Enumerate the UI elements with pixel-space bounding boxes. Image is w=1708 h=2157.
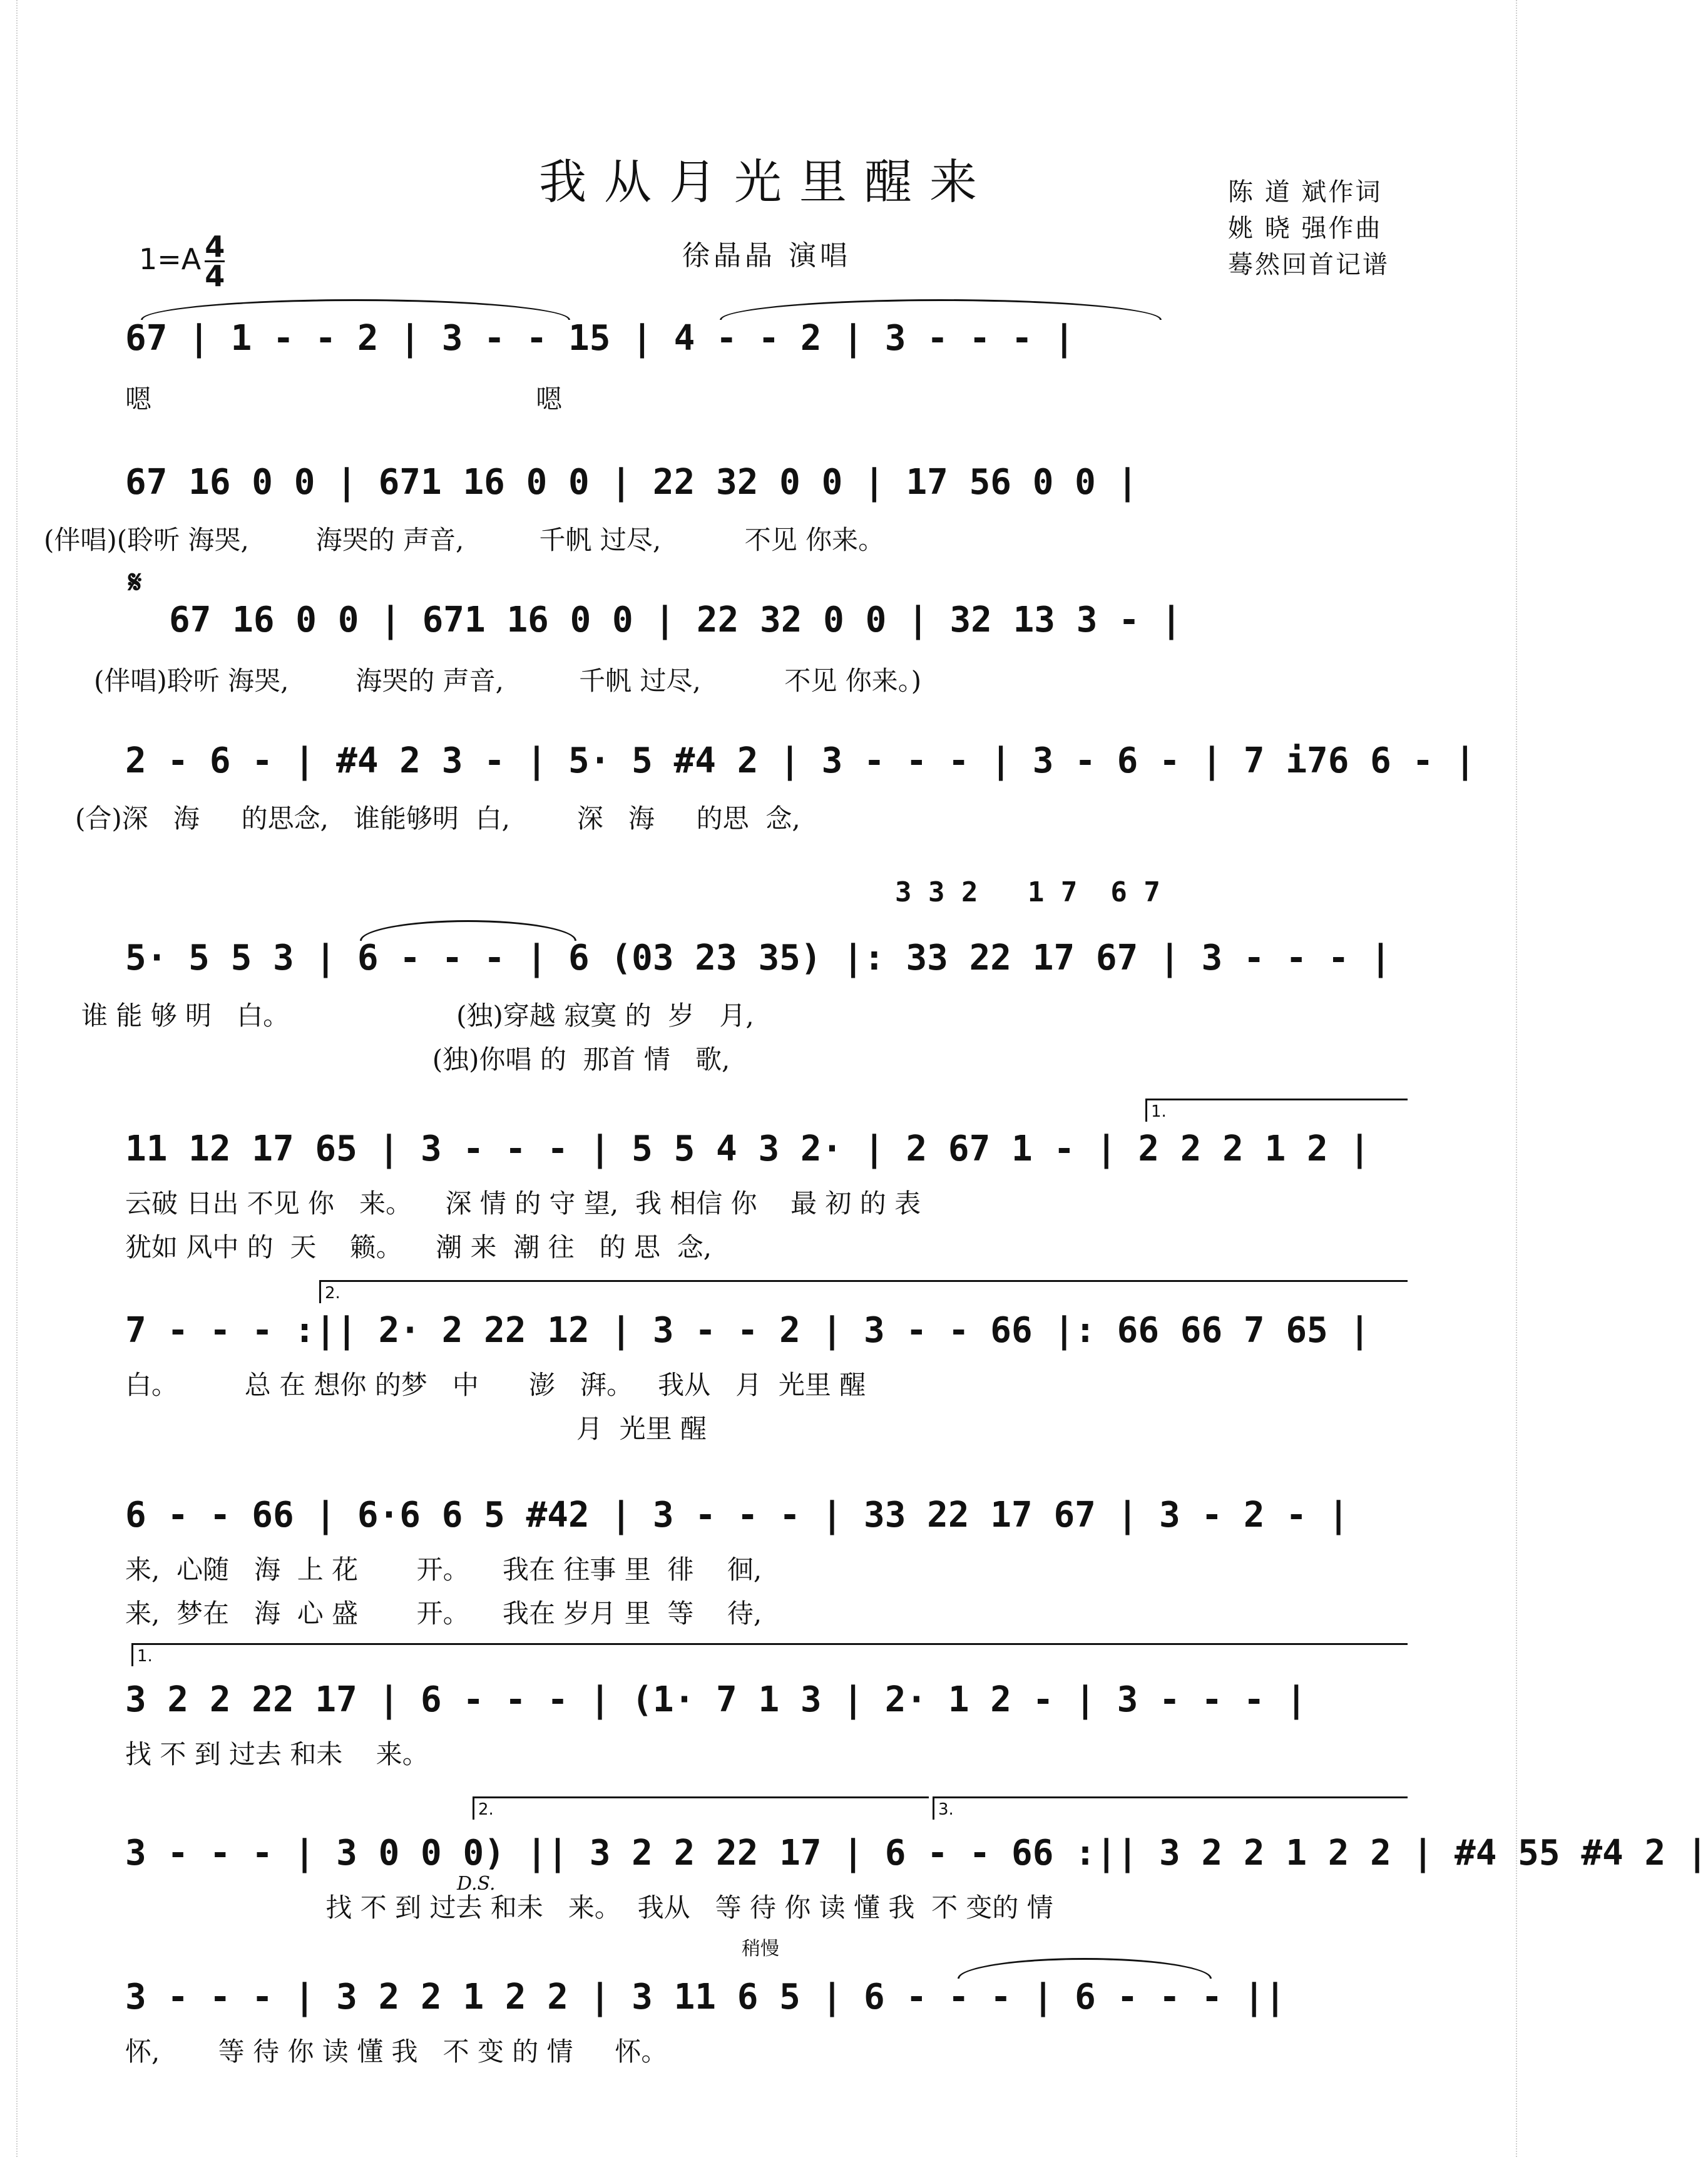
- lyric-line-2: 来, 梦在 海 心 盛 开。 我在 岁月 里 等 待,: [125, 1598, 762, 1629]
- composer-credit: 姚 晓 强作曲: [1228, 214, 1383, 243]
- lyric-line: (合)深 海 的思念, 谁能够明 白, 深 海 的思 念,: [75, 803, 800, 834]
- segno-sign: 𝄋: [128, 563, 142, 600]
- key-label: 1=A: [139, 242, 202, 276]
- upper-alt-notes: 3 3 2 1 7 6 7: [895, 876, 1160, 908]
- lyric-line-2: 犹如 风中 的 天 籁。 潮 来 潮 往 的 思 念,: [125, 1232, 712, 1263]
- time-denominator: 4: [205, 259, 225, 293]
- notation-line: 67 16 0 0 | 671 16 0 0 | 22 32 0 0 | 32 13 3 - |: [169, 599, 1182, 640]
- lyric-line-2: (独)你唱 的 那首 情 歌,: [81, 1044, 730, 1075]
- ds-mark: D.S.: [457, 1873, 496, 1895]
- notation-line: 67 16 0 0 | 671 16 0 0 | 22 32 0 0 | 17 56 0 0 |: [125, 461, 1138, 503]
- song-title: 我从月光里醒来: [539, 154, 995, 210]
- lyric-line-1: 白。 总 在 想你 的梦 中 澎 湃。 我从 月 光里 醒: [125, 1370, 866, 1400]
- lyricist-credit: 陈 道 斌作词: [1228, 178, 1383, 207]
- lyric-line: (伴唱)聆听 海哭, 海哭的 声音, 千帆 过尽, 不见 你来。): [94, 665, 922, 696]
- lyric-line-1: 谁 能 够 明 白。 (独)穿越 寂寞 的 岁 月,: [81, 1000, 754, 1031]
- staff-system-9: [0, 1647, 1533, 1800]
- staff-system-3: [0, 563, 1533, 720]
- volta-1: 1.: [1145, 1099, 1408, 1122]
- notation-line: 6 - - 66 | 6·6 6 5 #42 | 3 - - - | 33 22 17 67 | 3 - 2 - |: [125, 1494, 1349, 1535]
- notation-line: 3 - - - | 3 2 2 1 2 2 | 3 11 6 5 | 6 - - - | 6 - - - ||: [125, 1976, 1286, 2017]
- notation-line: 3 2 2 22 17 | 6 - - - | (1· 7 1 3 | 2· 1 2 - | 3 - - - |: [125, 1679, 1307, 1720]
- notation-line: 3 - - - | 3 0 0 0) || 3 2 2 22 17 | 6 - - 66 :|| 3 2 2 1 2 2 | #4 55 #4 2 |: [125, 1832, 1708, 1873]
- lyric-line: 找 不 到 过去 和未 来。 我从 等 待 你 读 懂 我 不 变的 情: [125, 1892, 1053, 1923]
- staff-system-4: [0, 735, 1533, 861]
- notation-line: 11 12 17 65 | 3 - - - | 5 5 4 3 2· | 2 67 1 - | 2 2 2 1 2 |: [125, 1128, 1371, 1169]
- staff-system-1: [0, 313, 1533, 438]
- lyric-line: 嗯 嗯: [125, 384, 563, 414]
- volta-3: 3.: [933, 1796, 1408, 1820]
- lyric-line-1: 云破 日出 不见 你 来。 深 情 的 守 望, 我 相信 你 最 初 的 表: [125, 1188, 921, 1219]
- notation-line: 2 - 6 - | #4 2 3 - | 5· 5 #4 2 | 3 - - - | 3 - 6 - | 7 i76 6 - |: [125, 740, 1476, 781]
- staff-system-11: [0, 1938, 1533, 2097]
- transcriber-credit: 蓦然回首记谱: [1228, 250, 1389, 279]
- notation-line: 67 | 1 - - 2 | 3 - - 15 | 4 - - 2 | 3 - - - |: [125, 317, 1075, 359]
- volta-1: 1.: [131, 1643, 1408, 1666]
- volta-2: 2.: [473, 1796, 929, 1820]
- staff-system-6: [0, 1102, 1533, 1263]
- staff-system-2: [0, 457, 1533, 582]
- time-numerator: 4: [205, 230, 225, 264]
- notation-line: 5· 5 5 3 | 6 - - - | 6 (03 23 35) |: 33 22 17 67 | 3 - - - |: [125, 937, 1391, 978]
- lyric-line-1: 来, 心随 海 上 花 开。 我在 往事 里 徘 徊,: [125, 1554, 762, 1585]
- staff-system-5: [0, 876, 1533, 1075]
- staff-system-7: [0, 1284, 1533, 1444]
- lyric-line: (伴唱)(聆听 海哭, 海哭的 声音, 千帆 过尽, 不见 你来。: [44, 525, 885, 555]
- notation-line: 7 - - - :|| 2· 2 22 12 | 3 - - 2 | 3 - - 66 |: 66 66 7 65 |: [125, 1309, 1371, 1351]
- volta-2: 2.: [319, 1280, 1408, 1303]
- staff-system-8: [0, 1490, 1533, 1629]
- ritardando-mark: 稍慢: [742, 1938, 779, 1960]
- lyric-line: 找 不 到 过去 和未 来。: [125, 1739, 429, 1770]
- lyric-line-2: 月 光里 醒: [125, 1413, 707, 1444]
- lyric-line: 怀, 等 待 你 读 懂 我 不 变 的 情 怀。: [125, 2036, 668, 2067]
- singer-credit: 徐晶晶 演唱: [682, 240, 851, 272]
